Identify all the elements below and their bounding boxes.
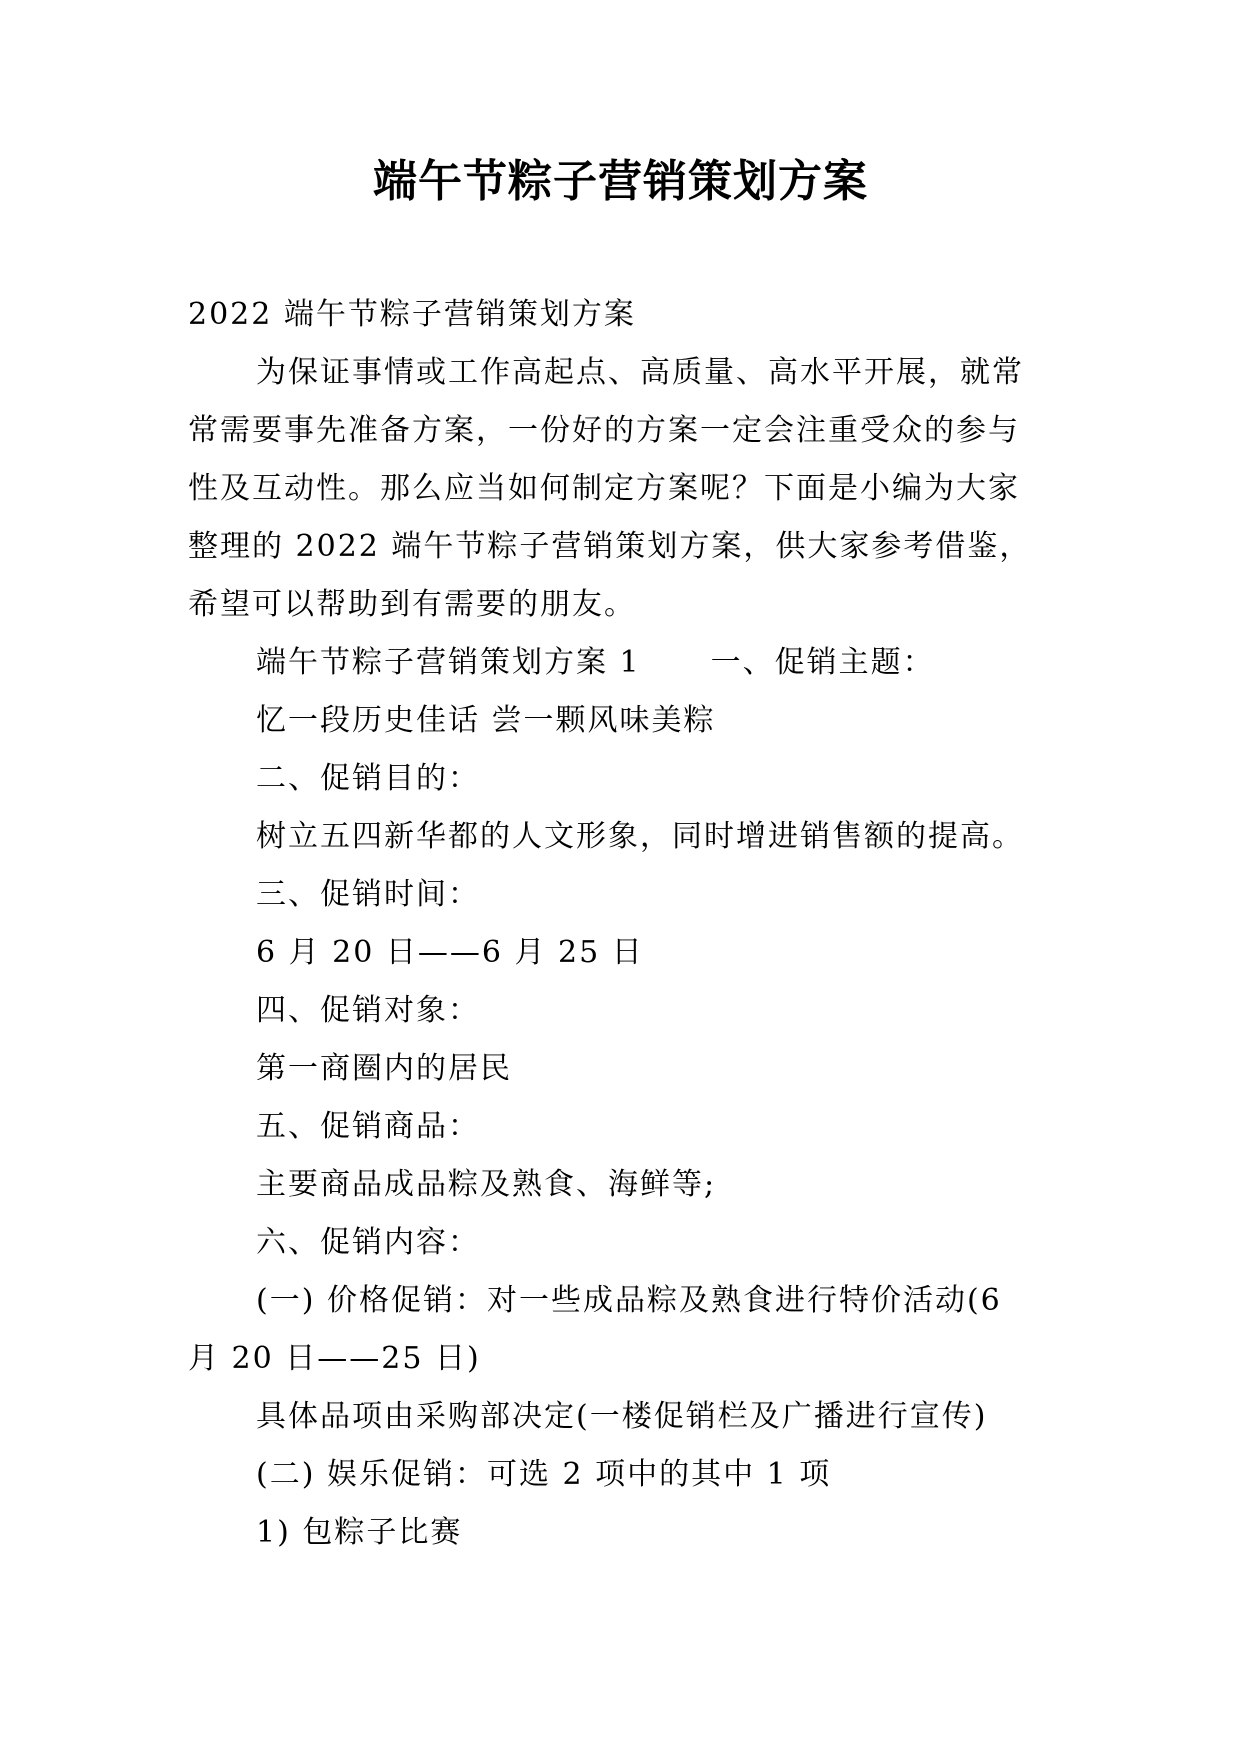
section-5-heading: 五、促销商品： bbox=[256, 1109, 480, 1144]
list-item-1: 1) 包粽子比赛 bbox=[256, 1515, 463, 1550]
section-6-heading: 六、促销内容： bbox=[256, 1225, 480, 1260]
intro-line-1: 为保证事情或工作高起点、高质量、高水平开展，就常 bbox=[256, 355, 1024, 390]
promotion-theme: 忆一段历史佳话 尝一颗风味美粽 bbox=[256, 703, 716, 738]
subtitle: 2022 端午节粽子营销策划方案 bbox=[188, 297, 636, 332]
price-promotion-detail: 具体品项由采购部决定(一楼促销栏及广播进行宣传) bbox=[256, 1399, 988, 1434]
promotion-time: 6 月 20 日——6 月 25 日 bbox=[256, 935, 644, 970]
section-1-heading: 一、促销主题： bbox=[710, 645, 935, 680]
promotion-products: 主要商品成品粽及熟食、海鲜等; bbox=[256, 1167, 717, 1202]
section-4-heading: 四、促销对象： bbox=[256, 993, 480, 1028]
document-title: 端午节粽子营销策划方案 bbox=[373, 156, 868, 207]
entertainment-promotion: (二) 娱乐促销：可选 2 项中的其中 1 项 bbox=[256, 1457, 832, 1492]
plan-heading-row bbox=[256, 643, 935, 683]
intro-line-3: 性及互动性。那么应当如何制定方案呢？下面是小编为大家 bbox=[188, 471, 1020, 506]
intro-line-2: 常需要事先准备方案，一份好的方案一定会注重受众的参与 bbox=[188, 413, 1020, 448]
promotion-audience: 第一商圈内的居民 bbox=[256, 1051, 512, 1086]
price-promotion-line-2: 月 20 日——25 日) bbox=[188, 1341, 481, 1376]
plan-heading: 端午节粽子营销策划方案 1 bbox=[256, 645, 641, 680]
section-2-heading: 二、促销目的： bbox=[256, 761, 480, 796]
section-3-heading: 三、促销时间： bbox=[256, 877, 480, 912]
intro-line-4: 整理的 2022 端午节粽子营销策划方案，供大家参考借鉴， bbox=[188, 529, 1032, 564]
intro-line-5: 希望可以帮助到有需要的朋友。 bbox=[188, 587, 636, 622]
promotion-purpose: 树立五四新华都的人文形象，同时增进销售额的提高。 bbox=[256, 819, 1024, 854]
price-promotion-line-1: (一) 价格促销：对一些成品粽及熟食进行特价活动(6 bbox=[256, 1283, 1002, 1318]
